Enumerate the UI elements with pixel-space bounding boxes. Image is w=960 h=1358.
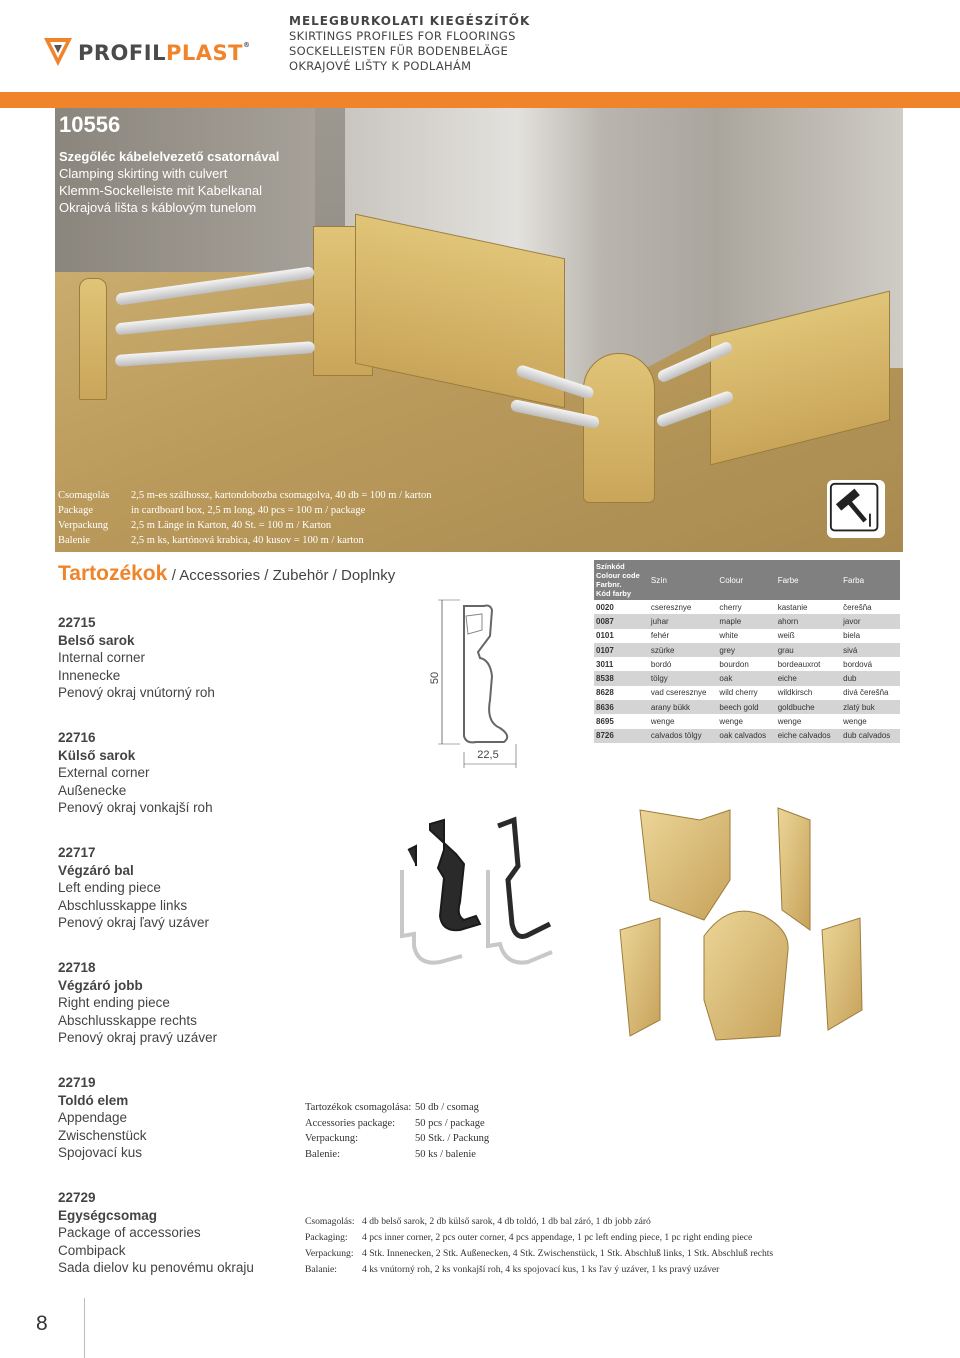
product-photo (55, 108, 903, 552)
product-title-en: Clamping skirting with culvert (59, 166, 228, 181)
category-hu: MELEGBURKOLATI KIEGÉSZÍTŐK (289, 14, 531, 28)
packaging-row: Packaging: 4 pcs inner corner, 2 pcs outer corner, 4 pcs appendage, 1 pc left ending piece, 1 pc right ending piece (305, 1232, 753, 1243)
header-color-code: Színkód Colour code Farbnr. Kód farby (594, 560, 649, 600)
brand-name: PROFILPLAST® (78, 41, 251, 65)
product-code: 10556 (59, 112, 121, 137)
category-de: SOCKELLEISTEN FÜR BODENBELÄGE (289, 44, 509, 58)
packaging-row: Csomagolás 2,5 m-es szálhossz, kartondobozba csomagolva, 40 db = 100 m / karton (58, 490, 432, 501)
category-en: SKIRTINGS PROFILES FOR FLOORINGS (289, 29, 516, 43)
packaging-info (58, 488, 431, 548)
packaging-row: Accessories package: 50 pcs / package (305, 1117, 485, 1129)
profile-cross-section-drawing (420, 596, 530, 771)
product-title-sk: Okrajová lišta s káblovým tunelom (59, 200, 257, 215)
packaging-row: Balanie: 4 ks vnútorný roh, 2 ks vonkajší roh, 4 ks spojovací kus, 1 ks ľav ý uzáver, 1 ks pravý uzáver (305, 1264, 720, 1275)
table-row: 8695 wenge wenge wenge wenge (596, 717, 867, 727)
packaging-row: Csomagolás: 4 db belső sarok, 2 db külső sarok, 4 db toldó, 1 db bal záró, 1 db jobb záró (305, 1216, 651, 1227)
header-de: Farbe (776, 560, 841, 600)
product-title-de: Klemm-Sockelleiste mit Kabelkanal (59, 183, 263, 198)
header-sk: Farba (841, 560, 900, 600)
packaging-row: Verpackung: 50 Stk. / Packung (305, 1133, 490, 1144)
header-en: Colour (717, 560, 775, 600)
accessory-item: 22718 Végzáró jobb Right ending piece Abschlusskappe rechts Penový okraj pravý uzáver (58, 960, 218, 1045)
hammer-icon (827, 480, 885, 538)
drawing-width-label: 22,5 (477, 749, 499, 761)
accessory-pieces-illustration (600, 800, 900, 1050)
table-row: 8538 tölgy oak eiche dub (594, 671, 900, 685)
category-sk: OKRAJOVÉ LIŠTY K PODLAHÁM (289, 59, 472, 73)
packaging-row: Tartozékok csomagolása: 50 db / csomag (305, 1102, 479, 1113)
category-titles (289, 14, 530, 74)
table-row: 0107 szürke grey grau sivá (594, 643, 900, 657)
product-title-block (59, 112, 279, 216)
color-table-header (594, 560, 900, 600)
accessory-item: 22717 Végzáró bal Left ending piece Abschlusskappe links Penový okraj ľavý uzáver (58, 845, 210, 930)
table-row: 0087 juhar maple ahorn javor (594, 614, 900, 628)
clip-profiles-illustration (400, 806, 560, 972)
table-row: 8628 vad cseresznye wild cherry wildkirsch divá čerešňa (596, 688, 889, 698)
product-title-hu: Szegőléc kábelelvezető csatornával (59, 149, 280, 164)
accessory-item: 22716 Külső sarok External corner Außenecke Penový okraj vonkajší roh (58, 730, 213, 815)
packaging-row: Balenie: 50 ks / balenie (305, 1148, 476, 1160)
drawing-height-label: 50 (429, 671, 441, 685)
accessories-heading: Tartozékok / Accessories / Zubehör / Doplnky (58, 562, 396, 585)
accessory-item: 22729 Egységcsomag Package of accessories Combipack Sada dielov ku penovému okraju (58, 1190, 254, 1275)
table-row: 0020 cseresznye cherry kastanie čerešňa (596, 602, 872, 612)
table-row: 3011 bordó bourdon bordeauxrot bordová (596, 659, 873, 669)
orange-band (0, 92, 960, 108)
table-row: 0101 fehér white weiß biela (596, 631, 861, 641)
header-hu: Szín (649, 560, 718, 600)
color-table (594, 560, 900, 743)
profilplast-logo-icon (44, 38, 72, 68)
packaging-row: Verpackung: 4 Stk. Innenecken, 2 Stk. Außenecken, 4 Stk. Zwischenstück, 1 Stk. Abschluß links, 1 Stk. Abschluß rechts (305, 1248, 774, 1259)
packaging-row: Package in cardboard box, 2,5 m long, 40 pcs = 100 m / package (58, 505, 366, 516)
footer-divider (84, 1298, 85, 1358)
packaging-row: Balenie 2,5 m ks, kartónová krabica, 40 kusov = 100 m / karton (58, 535, 364, 546)
accessory-item: 22715 Belső sarok Internal corner Innenecke Penový okraj vnútorný roh (58, 615, 215, 700)
combipack-packaging (305, 1214, 773, 1278)
table-row: 8726 calvados tölgy oak calvados eiche calvados dub calvados (594, 729, 900, 743)
table-row: 8636 arany bükk beech gold goldbuche zlatý buk (594, 700, 900, 714)
accessory-item: 22719 Toldó elem Appendage Zwischenstück Spojovací kus (58, 1075, 147, 1160)
page-number: 8 (36, 1312, 48, 1335)
accessories-packaging (305, 1100, 489, 1162)
brand-logo (44, 38, 250, 68)
packaging-row: Verpackung 2,5 m Länge in Karton, 40 St. = 100 m / Karton (58, 520, 332, 531)
